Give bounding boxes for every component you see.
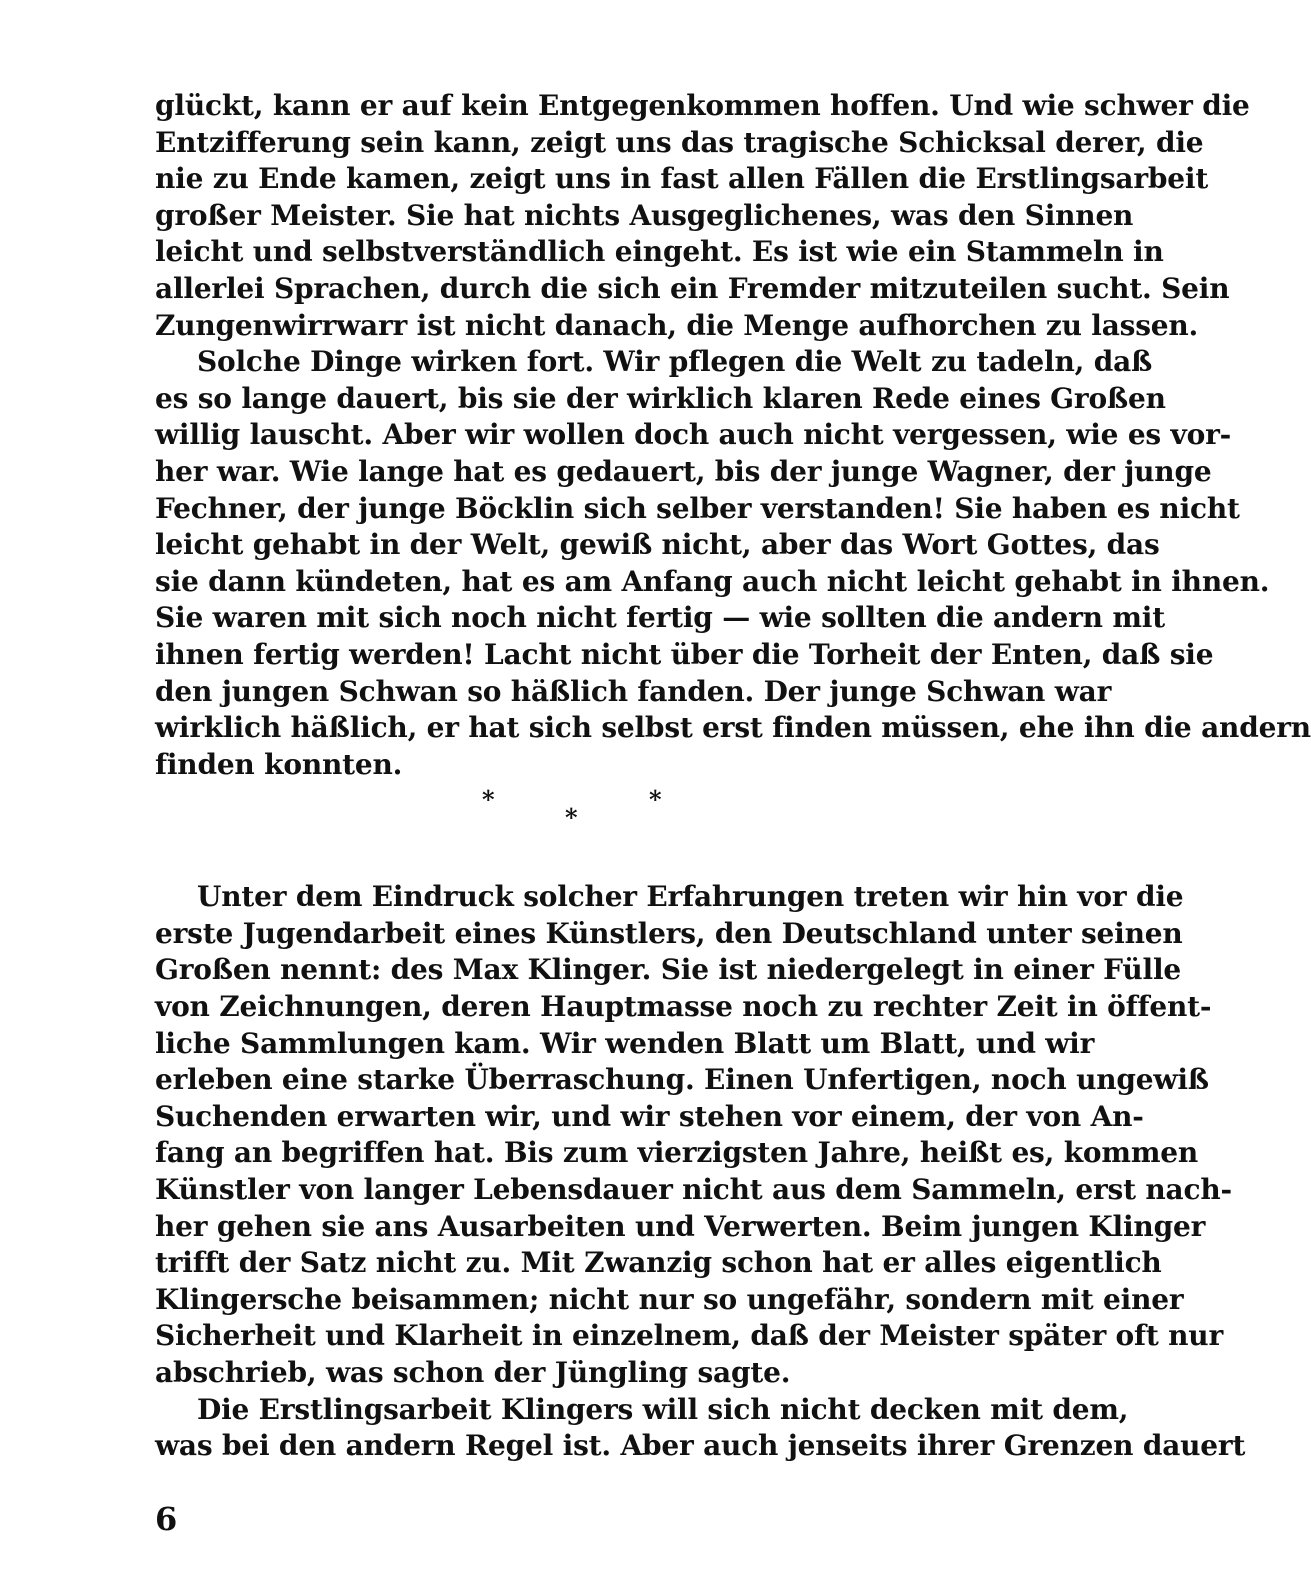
text-line: erleben eine starke Überraschung. Einen Unfertigen, noch ungewiß: [155, 1063, 1209, 1097]
text-line: Klingersche beisammen; nicht nur so ungefähr, sondern mit einer: [155, 1282, 1184, 1316]
text-line: von Zeichnungen, deren Hauptmasse noch zu rechter Zeit in öffent-: [155, 990, 1212, 1024]
separator-star: *: [482, 785, 495, 815]
text-line: Künstler von langer Lebensdauer nicht aus dem Sammeln, erst nach-: [155, 1173, 1232, 1207]
text-line: erste Jugendarbeit eines Künstlers, den Deutschland unter seinen: [155, 916, 1183, 950]
text-line: Entzifferung sein kann, zeigt uns das tragische Schicksal derer, die: [155, 125, 1204, 159]
text-line: Suchenden erwarten wir, und wir stehen vor einem, der von An-: [155, 1099, 1144, 1133]
text-line: finden konnten.: [155, 747, 403, 781]
paragraph-1: [155, 88, 1250, 344]
paragraph-3: [155, 879, 1232, 1391]
text-line: trifft der Satz nicht zu. Mit Zwanzig schon hat er alles eigentlich: [155, 1246, 1162, 1280]
text-line: ihnen fertig werden! Lacht nicht über die Torheit der Enten, daß sie: [155, 637, 1214, 671]
text-line: her war. Wie lange hat es gedauert, bis der junge Wagner, der junge: [155, 454, 1212, 488]
separator-star: *: [565, 803, 578, 833]
text-line: es so lange dauert, bis sie der wirklich klaren Rede eines Großen: [155, 381, 1166, 415]
text-line: fang an begriffen hat. Bis zum vierzigsten Jahre, heißt es, kommen: [155, 1136, 1199, 1170]
page-body: [155, 88, 1311, 1465]
text-line: was bei den andern Regel ist. Aber auch jenseits ihrer Grenzen dauert: [155, 1429, 1246, 1463]
text-line: Sicherheit und Klarheit in einzelnem, daß der Meister später oft nur: [155, 1319, 1224, 1353]
text-line: Großen nennt: des Max Klinger. Sie ist niedergelegt in einer Fülle: [155, 953, 1182, 987]
text-line: Unter dem Eindruck solcher Erfahrungen treten wir hin vor die: [197, 880, 1184, 914]
text-line: abschrieb, was schon der Jüngling sagte.: [155, 1356, 791, 1389]
text-line: wirklich häßlich, er hat sich selbst erst finden müssen, ehe ihn die andern: [155, 711, 1311, 745]
text-line: leicht gehabt in der Welt, gewiß nicht, aber das Wort Gottes, das: [155, 528, 1160, 562]
text-line: her gehen sie ans Ausarbeiten und Verwerten. Beim jungen Klinger: [155, 1209, 1206, 1243]
text-line: Fechner, der junge Böcklin sich selber verstanden! Sie haben es nicht: [155, 491, 1240, 525]
text-line: willig lauscht. Aber wir wollen doch auch nicht vergessen, wie es vor-: [155, 418, 1232, 452]
paragraph-2: [155, 344, 1311, 783]
text-line: sie dann kündeten, hat es am Anfang auch nicht leicht gehabt in ihnen.: [155, 564, 1270, 598]
text-line: allerlei Sprachen, durch die sich ein Fremder mitzuteilen sucht. Sein: [155, 271, 1230, 305]
separator-star: *: [649, 785, 662, 815]
text-line: leicht und selbstverständlich eingeht. Es ist wie ein Stammeln in: [155, 235, 1164, 269]
text-line: glückt, kann er auf kein Entgegenkommen hoffen. Und wie schwer die: [155, 89, 1250, 122]
text-line: Die Erstlingsarbeit Klingers will sich nicht decken mit dem,: [197, 1392, 1129, 1426]
text-line: Zungenwirrwarr ist nicht danach, die Menge aufhorchen zu lassen.: [155, 308, 1199, 342]
section-separator: [155, 783, 992, 865]
page-number: 6: [155, 1500, 178, 1538]
text-line: Solche Dinge wirken fort. Wir pflegen die Welt zu tadeln, daß: [197, 345, 1153, 379]
text-line: großer Meister. Sie hat nichts Ausgeglichenes, was den Sinnen: [155, 198, 1134, 232]
text-line: den jungen Schwan so häßlich fanden. Der junge Schwan war: [155, 674, 1112, 708]
paragraph-4: [155, 1392, 1246, 1465]
text-line: Sie waren mit sich noch nicht fertig — wie sollten die andern mit: [155, 601, 1165, 635]
text-line: liche Sammlungen kam. Wir wenden Blatt um Blatt, und wir: [155, 1026, 1095, 1060]
text-line: nie zu Ende kamen, zeigt uns in fast allen Fällen die Erstlingsarbeit: [155, 162, 1209, 196]
